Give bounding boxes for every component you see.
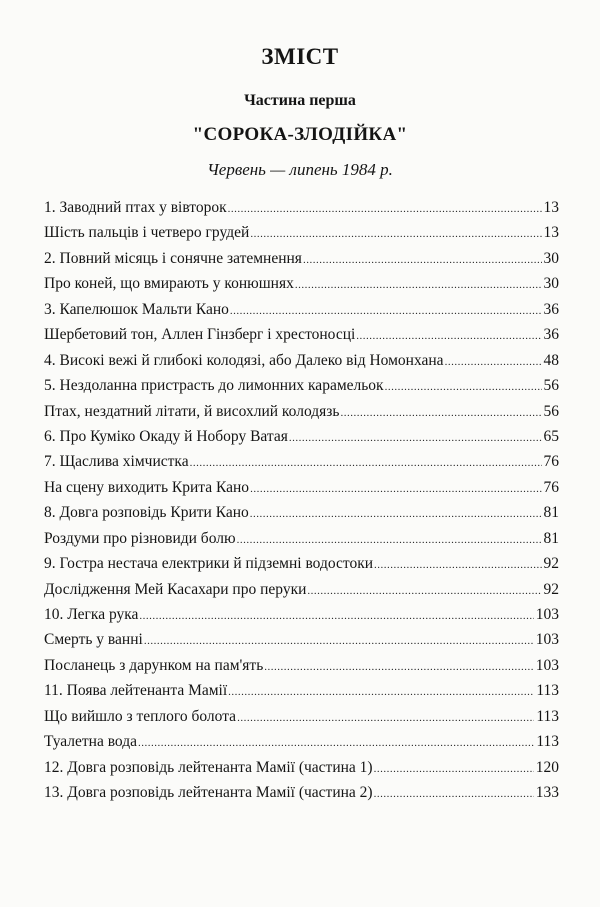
page-title: ЗМІСТ [261,44,339,69]
toc-entry [44,224,559,249]
toc-entry-title: 1. Заводний птах у вівторок [44,199,227,216]
toc-entry [44,631,559,656]
toc-entry-title: 7. Щаслива хімчистка [44,453,189,471]
toc-entry-page: 113 [536,733,559,751]
toc-leader-dots [138,733,534,751]
toc-entry-page: 56 [543,402,559,420]
toc-entry-page: 48 [543,351,559,369]
toc-entry-title: Про коней, що вмирають у конюшнях [44,275,294,293]
toc-entry-title: Шість пальців і четверо грудей [44,224,250,242]
toc-entry [44,250,559,275]
part-dates: Червень — липень 1984 р. [207,160,393,179]
toc-entry-title: Смерть у ванні [44,631,143,649]
toc-leader-dots [374,759,534,777]
toc-leader-dots [228,682,534,700]
toc-entry-page: 81 [543,504,559,522]
toc-leader-dots [374,784,534,802]
toc-leader-dots [340,403,541,421]
toc-entry [44,784,559,809]
toc-entry-title: 3. Капелюшок Мальти Кано [44,300,229,318]
toc-entry [44,657,559,682]
toc-entry [44,453,559,478]
toc-entry-title: Що вийшло з теплого болота [44,707,237,725]
toc-leader-dots [307,581,541,599]
toc-leader-dots [237,530,542,548]
toc-entry-page: 56 [543,377,559,395]
toc-entry-title: 12. Довга розповідь лейтенанта Мамії (частина 1) [44,758,373,776]
toc-entry [44,530,559,555]
toc-entry-page: 13 [543,224,559,242]
toc-entry [44,199,559,224]
toc-entry-page: 65 [543,427,559,445]
toc-entry-title: 9. Гостра нестача електрики й підземні водостоки [44,555,374,573]
toc-entry [44,403,559,428]
toc-leader-dots [139,606,533,624]
toc-leader-dots [445,352,542,370]
toc-entry-page: 30 [543,275,559,293]
toc-entry-title: 13. Довга розповідь лейтенанта Мамії (частина 2) [44,784,373,802]
toc-leader-dots [264,657,533,675]
toc-leader-dots [228,199,542,217]
toc-entry-title: Роздуми про різновиди болю [44,529,236,547]
toc-entry-title: На сцену виходить Крита Кано [44,478,250,496]
toc-entry-title: Посланець з дарунком на пам'ять [44,656,264,674]
toc-entry [44,581,559,606]
toc-leader-dots [250,224,541,242]
toc-entry [44,708,559,733]
toc-entry-page: 13 [543,199,559,216]
toc-entry-page: 81 [543,529,559,547]
toc-entry [44,275,559,300]
toc-entry [44,555,559,580]
toc-leader-dots [295,275,542,293]
toc-entry-page: 103 [535,631,559,649]
toc-leader-dots [190,453,542,471]
toc-entry [44,352,559,377]
toc-entry [44,606,559,631]
part-subtitle: "СОРОКА-ЗЛОДІЙКА" [192,124,408,145]
toc-entry [44,326,559,351]
toc-entry [44,479,559,504]
toc-leader-dots [303,250,542,268]
toc-leader-dots [289,428,542,446]
toc-entry-title: 10. Легка рука [44,606,139,623]
toc-entry-page: 76 [543,453,559,471]
toc-entry-title: 11. Поява лейтенанта Мамії [44,682,228,700]
toc-entry [44,301,559,326]
toc-leader-dots [237,708,534,726]
toc-entry [44,504,559,529]
part-heading: Частина перша [244,92,356,109]
toc-entry [44,682,559,707]
toc-leader-dots [144,631,534,649]
toc-entry-page: 36 [543,300,559,318]
toc-leader-dots [250,504,542,522]
toc-entry [44,377,559,402]
toc-entry-title: Дослідження Мей Касахари про перуки [44,580,307,598]
toc-entry-page: 92 [543,555,559,573]
toc-entry-page: 113 [536,707,559,725]
toc-leader-dots [250,479,541,497]
toc-leader-dots [385,377,542,395]
toc-entry-page: 103 [535,606,559,623]
toc-entry [44,759,559,784]
toc-entry-page: 103 [535,656,559,674]
toc-entry-page: 113 [536,682,559,700]
toc-leader-dots [230,301,542,319]
toc-entry-title: Туалетна вода [44,733,137,751]
table-of-contents [44,199,559,810]
toc-entry-title: 8. Довга розповідь Крити Кано [44,504,249,522]
toc-entry [44,733,559,758]
toc-leader-dots [356,326,541,344]
toc-entry-page: 120 [535,758,559,776]
toc-entry-title: Шербетовий тон, Аллен Гінзберг і хрестоносці [44,326,356,344]
toc-entry-title: 4. Високі вежі й глибокі колодязі, або Далеко від Номонхана [44,351,444,369]
toc-entry-title: 6. Про Куміко Окаду й Нобору Ватая [44,427,288,445]
toc-entry-page: 36 [543,326,559,344]
toc-entry [44,428,559,453]
toc-entry-title: Птах, нездатний літати, й висохлий колодязь [44,402,340,420]
toc-entry-page: 92 [543,580,559,598]
toc-entry-page: 76 [543,478,559,496]
toc-entry-page: 133 [535,784,559,802]
toc-leader-dots [374,555,541,573]
toc-entry-title: 2. Повний місяць і сонячне затемнення [44,249,302,267]
toc-entry-title: 5. Нездоланна пристрасть до лимонних карамельок [44,377,384,395]
toc-entry-page: 30 [543,249,559,267]
